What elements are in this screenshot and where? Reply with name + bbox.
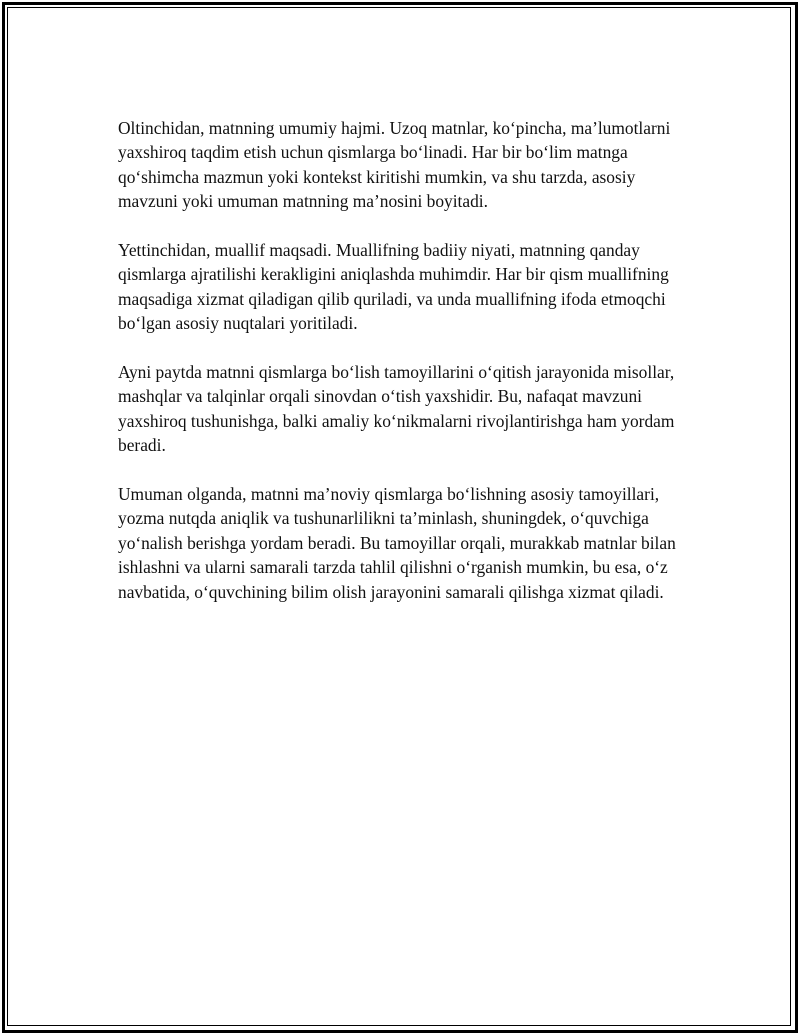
paragraph-2: Yettinchidan, muallif maqsadi. Muallifning badiiy niyati, matnning qanday qismlarga ajratilishi kerakligini aniqlashda muhimdir. Har bir qism muallifning maqsadiga xizmat qiladigan qilib quriladi, va unda muallifning ifoda etmoqchi bo‘lgan asosiy nuqtalari yoritiladi.	[118, 240, 669, 334]
document-body	[118, 116, 698, 628]
paragraph-4: Umuman olganda, matnni ma’noviy qismlarga bo‘lishning asosiy tamoyillari, yozma nutqda aniqlik va tushunarlilikni ta’minlash, shuningdek, o‘quvchiga yo‘nalish berishga yordam beradi. Bu tamoyillar orqali, murakkab matnlar bilan ishlashni va ularni samarali tarzda tahlil qilishni o‘rganish mumkin, bu esa, o‘z navbatida, o‘quvchining bilim olish jarayonini samarali qilishga xizmat qiladi.	[118, 484, 676, 602]
paragraph-3: Ayni paytda matnni qismlarga bo‘lish tamoyillarini o‘qitish jarayonida misollar, mashqlar va talqinlar orqali sinovdan o‘tish yaxshidir. Bu, nafaqat mavzuni yaxshiroq tushunishga, balki amaliy ko‘nikmalarni rivojlantirishga ham yordam beradi.	[118, 362, 675, 456]
paragraph-1: Oltinchidan, matnning umumiy hajmi. Uzoq matnlar, ko‘pincha, ma’lumotlarni yaxshiroq taqdim etish uchun qismlarga bo‘linadi. Har bir bo‘lim matnga qo‘shimcha mazmun yoki kontekst kiritishi mumkin, va shu tarzda, asosiy mavzuni yoki umuman matnning ma’nosini boyitadi.	[118, 118, 671, 212]
